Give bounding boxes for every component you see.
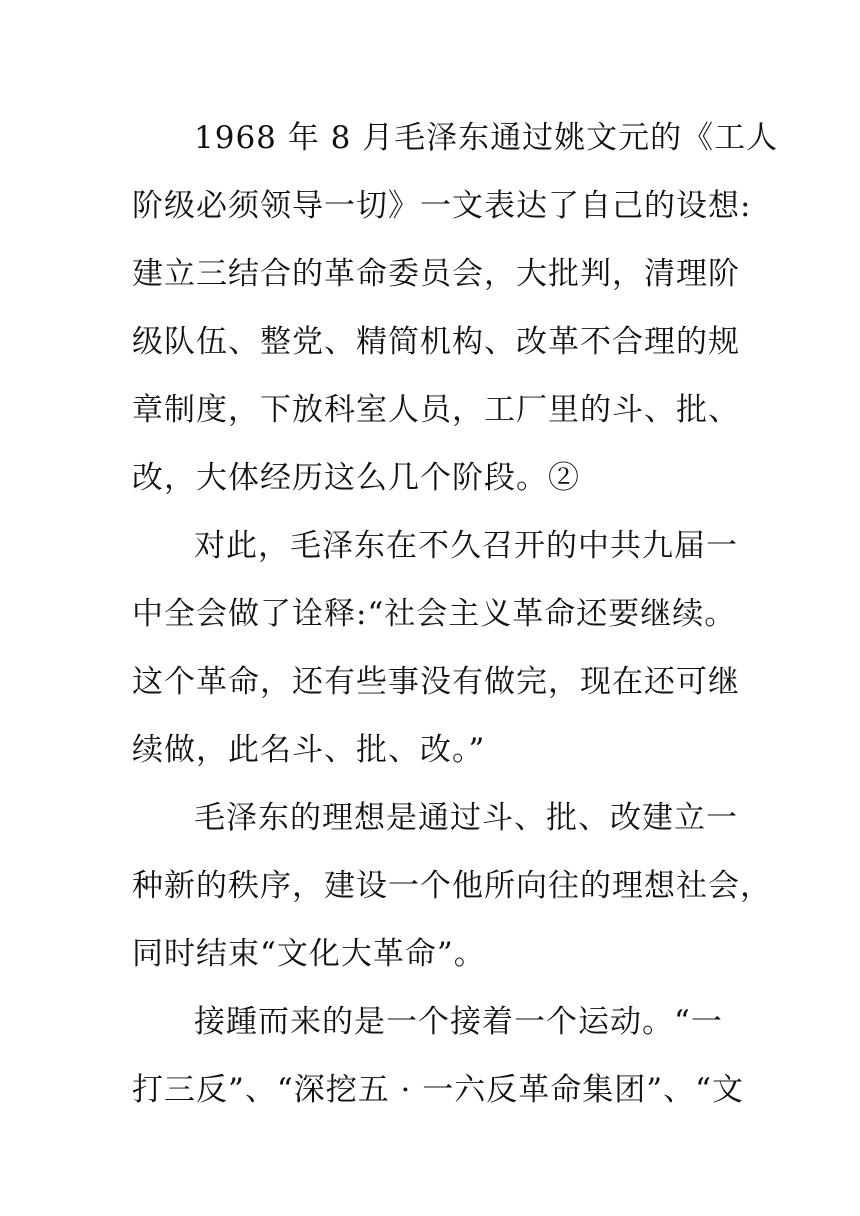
text-line: 中全会做了诠释:“社会主义革命还要继续。 [132, 596, 737, 632]
text-line: 改，大体经历这么几个阶段。② [132, 460, 580, 496]
text-line: 1968 年 8 月毛泽东通过姚文元的《工人 [194, 120, 779, 156]
text-line: 打三反”、“深挖五 · 一六反革命集团”、“文 [132, 1072, 744, 1108]
text-line: 续做，此名斗、批、改。” [132, 732, 486, 768]
text-line: 毛泽东的理想是通过斗、批、改建立一 [194, 800, 738, 836]
text-line: 章制度，下放科室人员，工厂里的斗、批、 [132, 392, 740, 428]
text-line: 对此，毛泽东在不久召开的中共九届一 [194, 528, 738, 564]
text-line: 级队伍、整党、精简机构、改革不合理的规 [132, 324, 740, 360]
text-line: 建立三结合的革命委员会，大批判，清理阶 [132, 256, 740, 292]
text-line: 接踵而来的是一个接着一个运动。“一 [194, 1004, 723, 1040]
text-line: 同时结束“文化大革命”。 [132, 936, 486, 972]
text-line: 种新的秩序，建设一个他所向往的理想社会， [132, 868, 772, 904]
text-line: 这个革命，还有些事没有做完，现在还可继 [132, 664, 740, 700]
text-line: 阶级必须领导一切》一文表达了自己的设想: [132, 188, 752, 224]
